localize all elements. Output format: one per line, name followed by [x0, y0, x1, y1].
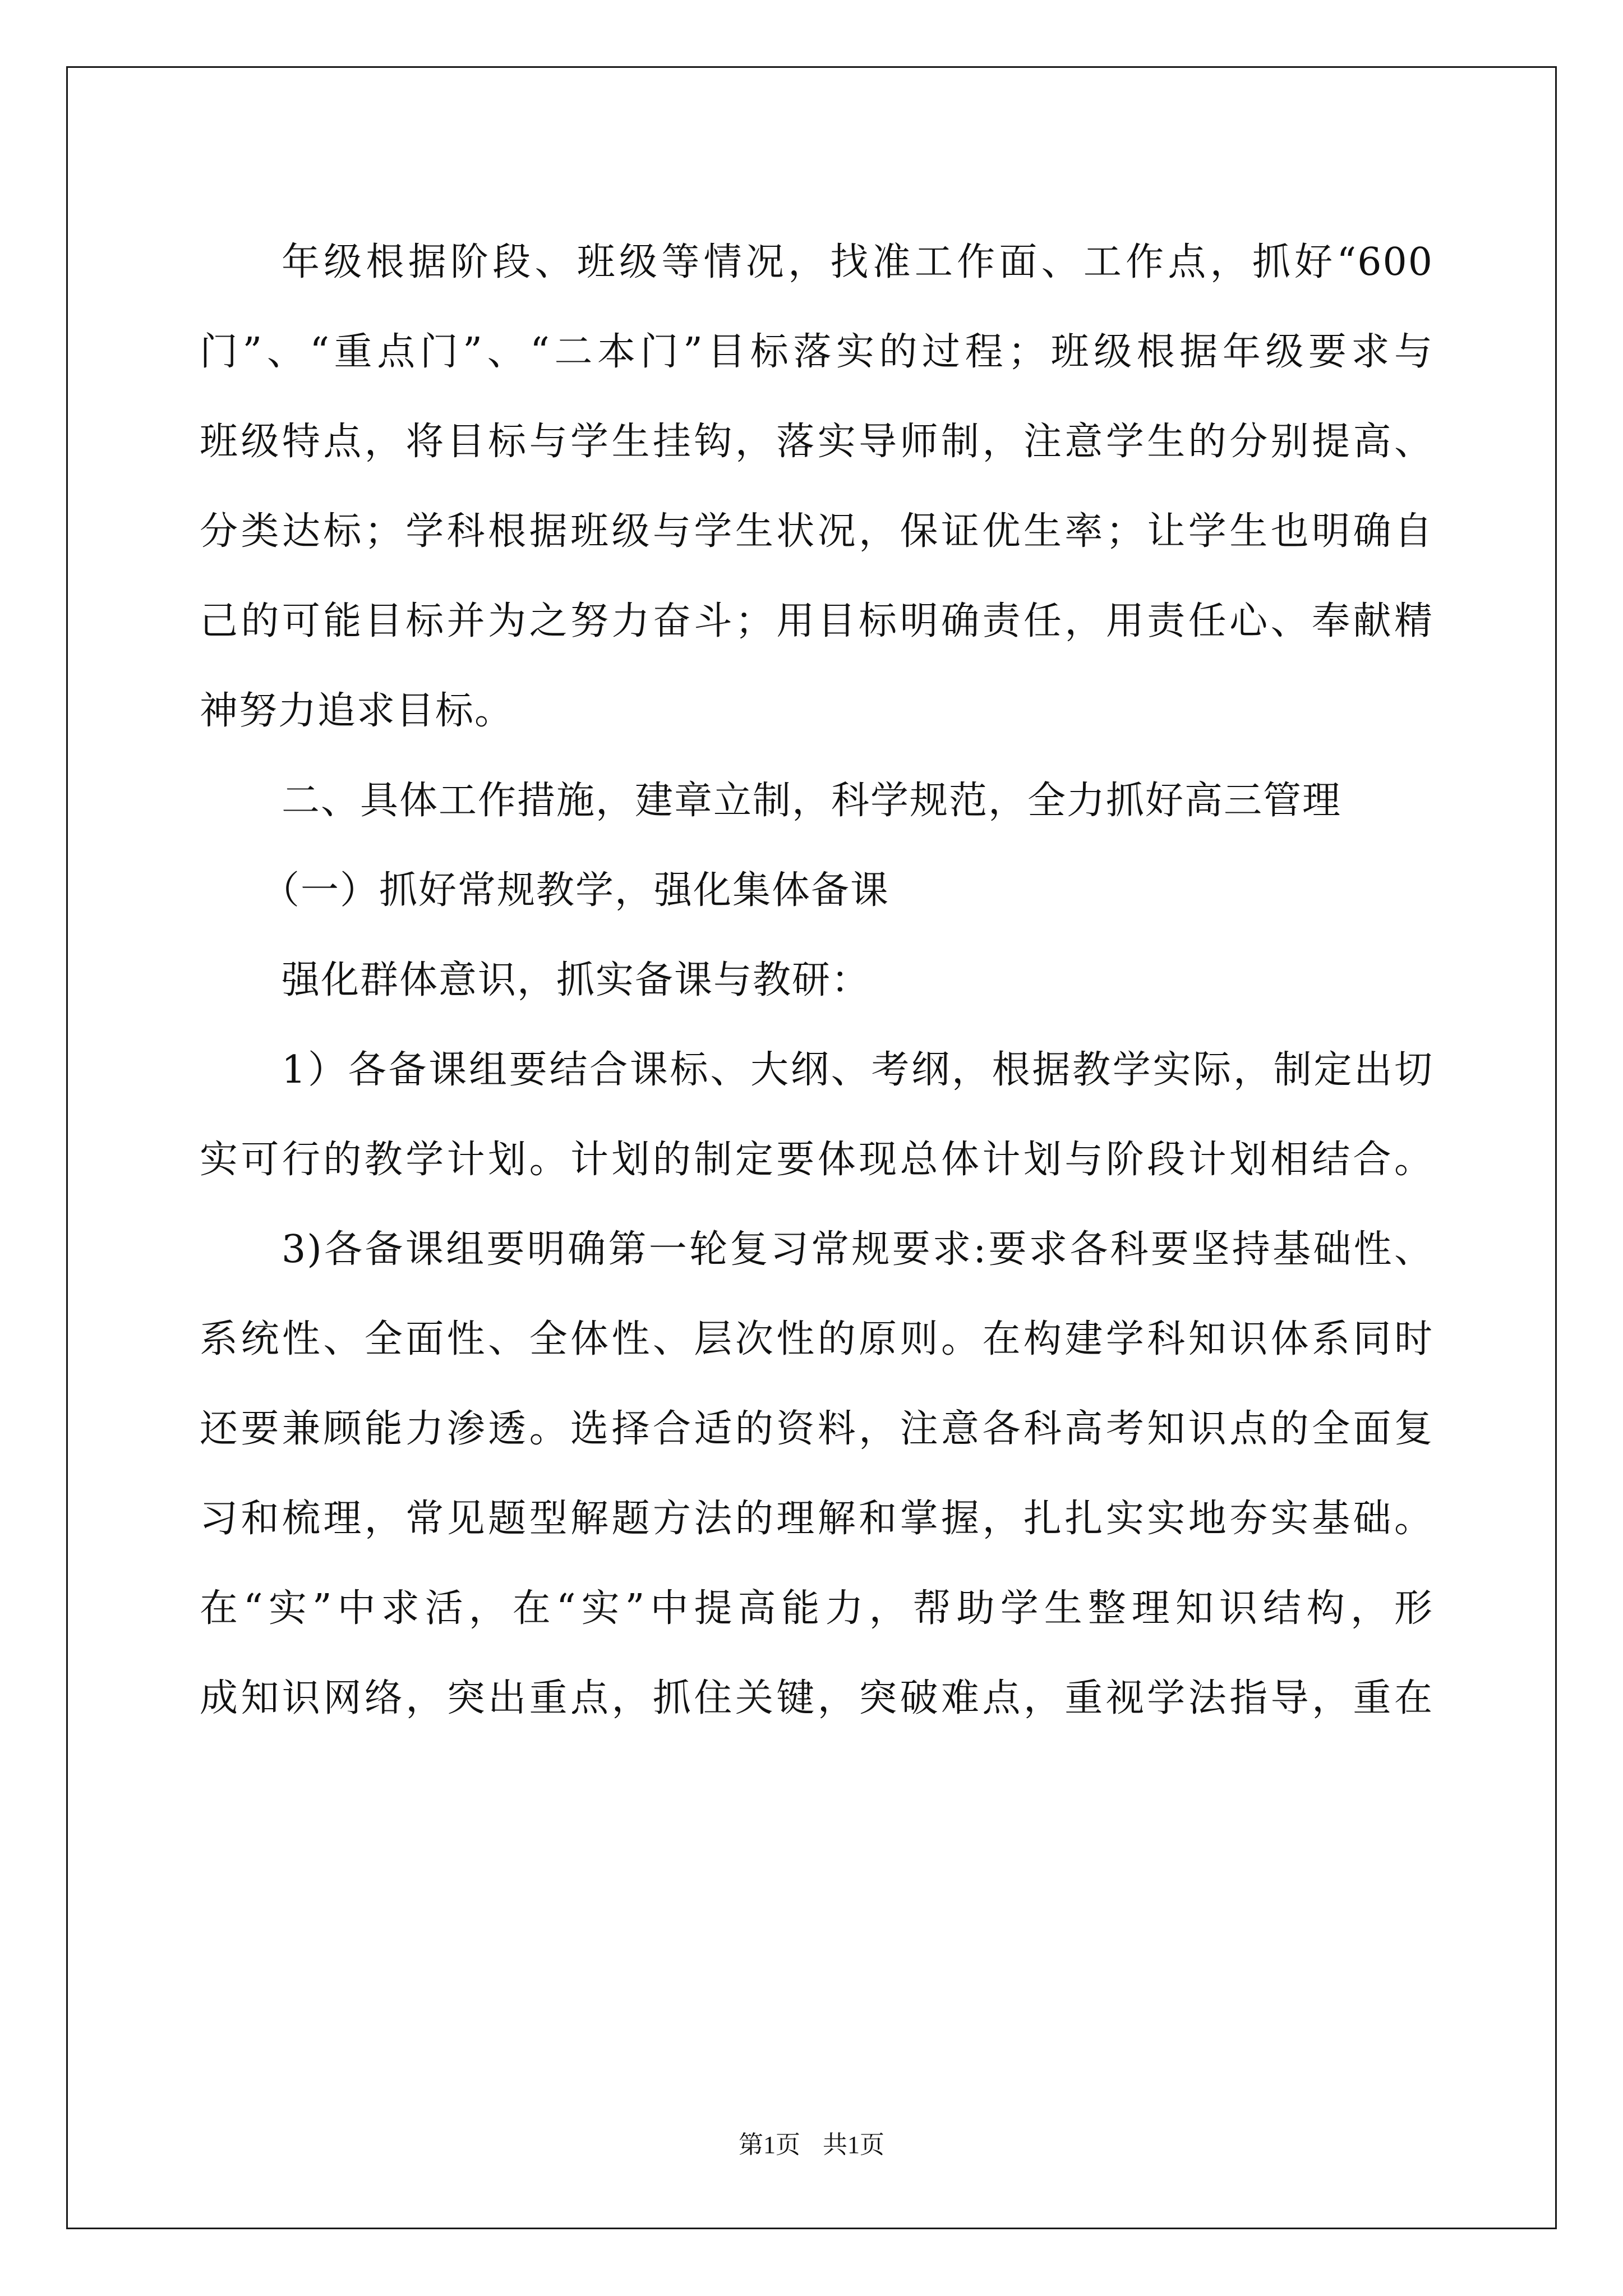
paragraph-line: 还要兼顾能力渗透。选择合适的资料，注意各科高考知识点的全面复 [200, 1407, 1433, 1451]
paragraph-line: 门”、“重点门”、“二本门”目标落实的过程；班级根据年级要求与 [200, 330, 1433, 374]
document-body [200, 218, 1433, 1743]
paragraph-line: 习和梳理，常见题型解题方法的理解和掌握，扎扎实实地夯实基础。 [200, 1497, 1433, 1541]
section-heading: 二、具体工作措施，建章立制，科学规范，全力抓好高三管理 [282, 779, 1342, 823]
paragraph-line: 在“实”中求活，在“实”中提高能力，帮助学生整理知识结构，形 [200, 1586, 1433, 1631]
paragraph-line: 年级根据阶段、班级等情况，找准工作面、工作点，抓好“600 [282, 240, 1433, 284]
paragraph-line: 己的可能目标并为之努力奋斗；用目标明确责任，用责任心、奉献精 [200, 599, 1433, 643]
paragraph-line: 3)各备课组要明确第一轮复习常规要求:要求各科要坚持基础性、 [282, 1227, 1433, 1272]
paragraph-line: 分类达标；学科根据班级与学生状况，保证优生率；让学生也明确自 [200, 509, 1433, 554]
paragraph-line: 班级特点，将目标与学生挂钩，落实导师制，注意学生的分别提高、 [200, 420, 1433, 464]
paragraph-line: 实可行的教学计划。计划的制定要体现总体计划与阶段计划相结合。 [200, 1138, 1433, 1182]
page-number: 第1页 [739, 2131, 800, 2159]
paragraph-line: 系统性、全面性、全体性、层次性的原则。在构建学科知识体系同时 [200, 1317, 1433, 1361]
page-footer [0, 2128, 1623, 2162]
page-total: 共1页 [823, 2131, 884, 2159]
paragraph-line: 成知识网络，突出重点，抓住关键，突破难点，重视学法指导，重在 [200, 1676, 1433, 1720]
paragraph-line: 神努力追求目标。 [200, 689, 514, 733]
paragraph-line: 1）各备课组要结合课标、大纲、考纲，根据教学实际，制定出切 [282, 1048, 1433, 1092]
subsection-heading: （一）抓好常规教学，强化集体备课 [261, 868, 890, 913]
paragraph-line: 强化群体意识，抓实备课与教研： [282, 958, 871, 1002]
